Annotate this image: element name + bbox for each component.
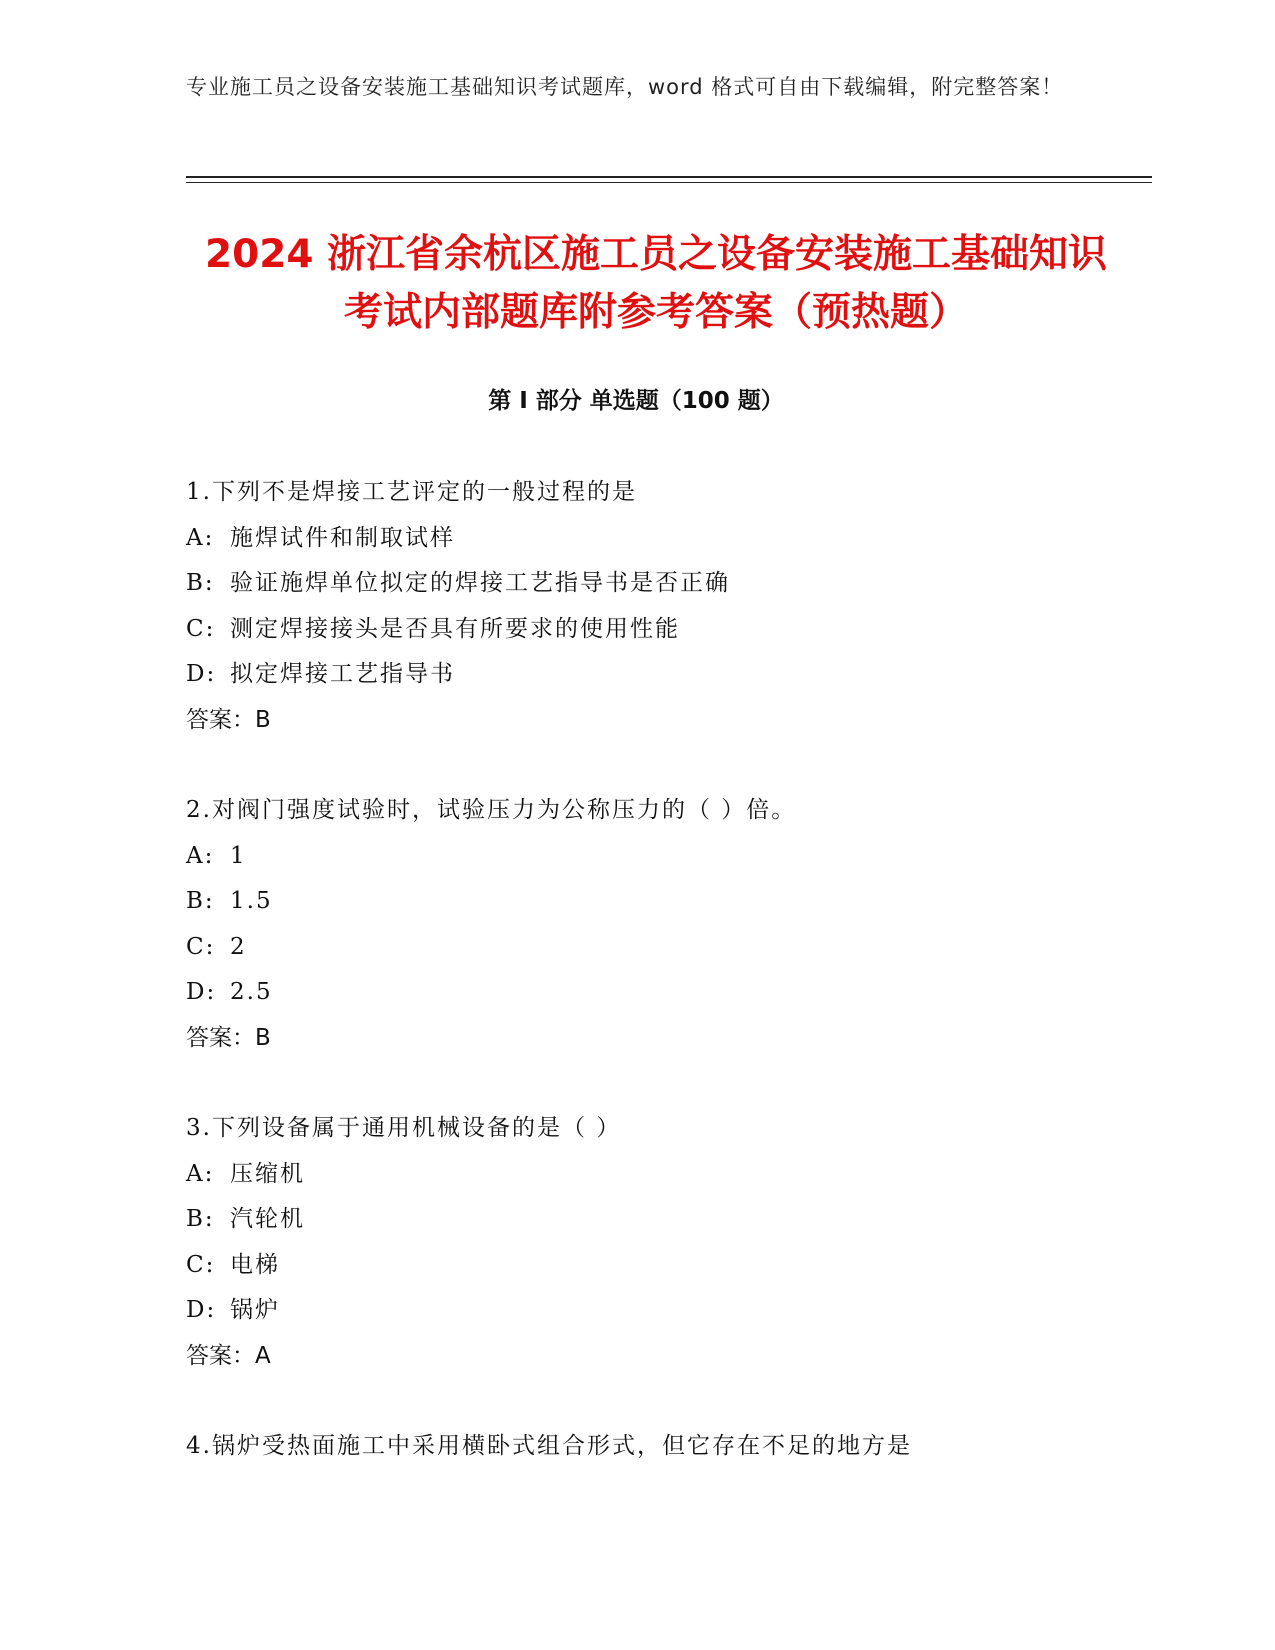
- answer: 答案：B: [186, 706, 271, 733]
- option-text: 电梯: [230, 1251, 280, 1278]
- option-text: 汽轮机: [230, 1206, 305, 1232]
- answer: 答案：A: [186, 1342, 271, 1369]
- answer: 答案：B: [186, 1024, 271, 1051]
- option-text: 测定焊接接头是否具有所要求的使用性能: [230, 615, 680, 642]
- option-label: D:: [186, 661, 217, 687]
- option-text: 拟定焊接工艺指导书: [230, 661, 455, 687]
- section-heading: 第 I 部分 单选题（100 题）: [488, 388, 784, 414]
- question-stem: 1.下列不是焊接工艺评定的一般过程的是: [186, 479, 637, 505]
- option-text: 施焊试件和制取试样: [230, 524, 455, 551]
- option-c: [186, 607, 1146, 653]
- option-text: 1: [230, 842, 247, 869]
- question-stem: 2.对阀门强度试验时，试验压力为公称压力的（ ）倍。: [186, 797, 797, 823]
- option-text: 压缩机: [230, 1160, 305, 1187]
- question-4: [186, 1424, 1146, 1470]
- option-text: 1.5: [230, 888, 273, 914]
- option-label: A:: [186, 1160, 215, 1187]
- option-text: 验证施焊单位拟定的焊接工艺指导书是否正确: [230, 570, 730, 596]
- option-label: C:: [186, 1251, 216, 1278]
- option-label: B:: [186, 888, 215, 914]
- header-note: 专业施工员之设备安装施工基础知识考试题库，word 格式可自由下载编辑，附完整答案！: [186, 75, 1064, 99]
- option-label: C:: [186, 615, 216, 642]
- header-rule-thin: [186, 182, 1152, 183]
- option-label: B:: [186, 570, 215, 596]
- option-text: 锅炉: [230, 1297, 280, 1323]
- option-a: [186, 834, 1146, 880]
- option-text: 2.5: [230, 979, 273, 1005]
- question-list: [186, 470, 1146, 1515]
- question-stem: 4.锅炉受热面施工中采用横卧式组合形式，但它存在不足的地方是: [186, 1433, 912, 1459]
- question-2: [186, 788, 1146, 1061]
- question-stem: 3.下列设备属于通用机械设备的是（ ）: [186, 1115, 622, 1141]
- option-label: C:: [186, 933, 216, 960]
- option-label: B:: [186, 1206, 215, 1232]
- option-label: D:: [186, 1297, 217, 1323]
- option-text: 2: [230, 933, 247, 960]
- option-label: A:: [186, 524, 215, 551]
- option-a: [186, 1152, 1146, 1198]
- question-1: [186, 470, 1146, 743]
- option-label: D:: [186, 979, 217, 1005]
- option-c: [186, 1243, 1146, 1289]
- option-a: [186, 516, 1146, 562]
- option-b: [186, 1197, 1146, 1243]
- option-d: [186, 652, 1146, 698]
- option-label: A:: [186, 842, 215, 869]
- option-b: [186, 561, 1146, 607]
- option-d: [186, 1288, 1146, 1334]
- document-title: 2024 浙江省余杭区施工员之设备安装施工基础知识考试内部题库附参考答案（预热题）: [204, 232, 1108, 335]
- option-b: [186, 879, 1146, 925]
- option-d: [186, 970, 1146, 1016]
- question-3: [186, 1106, 1146, 1379]
- option-c: [186, 925, 1146, 971]
- header-rule-thick: [186, 176, 1152, 178]
